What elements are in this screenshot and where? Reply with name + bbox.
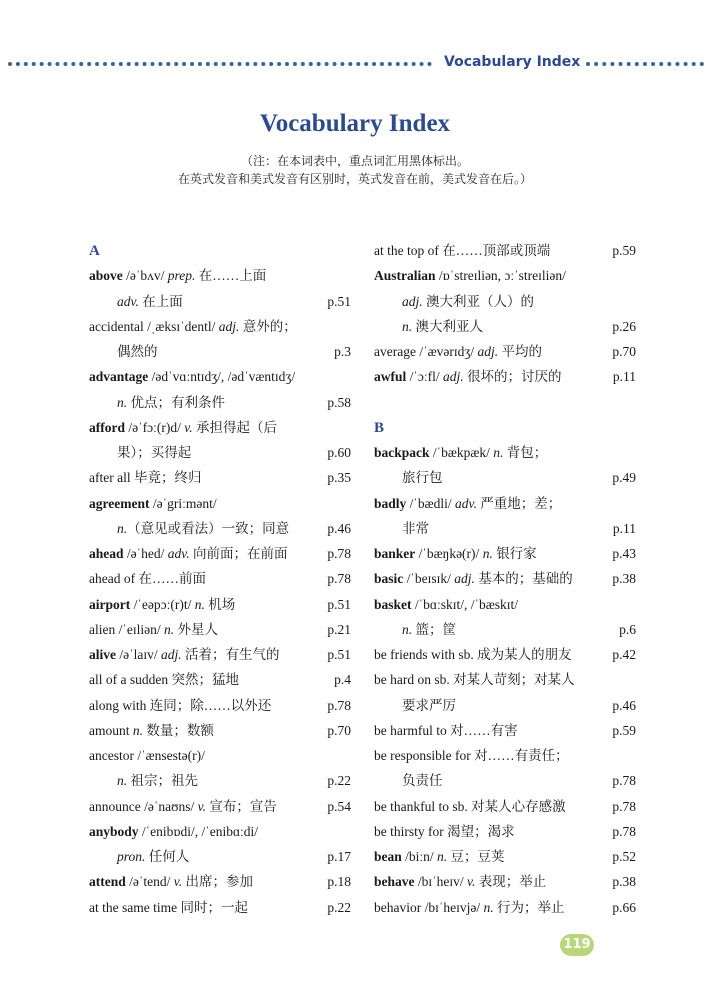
index-entry <box>89 541 351 566</box>
index-column-right <box>374 238 636 920</box>
index-entry <box>89 364 351 389</box>
page-number-badge: 119 <box>560 934 594 956</box>
entry-body: accidental /ˌæksɪˈdentl/ <box>89 318 219 334</box>
part-of-speech: n. <box>483 899 494 915</box>
definition: 果）；买得起 <box>117 445 192 460</box>
index-entry <box>374 794 636 819</box>
index-section-heading <box>374 415 636 440</box>
index-column-left <box>89 238 351 920</box>
definition: 篮；筐 <box>412 621 456 637</box>
entry-text <box>374 844 505 869</box>
part-of-speech: adj. <box>402 293 423 309</box>
headword: bean <box>374 849 402 864</box>
entry-body: alien /ˈeɪliən/ <box>89 621 164 637</box>
entry-text <box>89 541 288 566</box>
definition: 祖宗；祖先 <box>127 773 198 789</box>
page-reference: p.70 <box>327 722 351 738</box>
index-entry <box>89 693 351 718</box>
part-of-speech: adj. <box>443 369 464 385</box>
part-of-speech: n. <box>437 849 448 864</box>
page-reference: p.4 <box>334 672 351 688</box>
entry-text <box>89 465 201 490</box>
entry-text <box>374 642 572 667</box>
entry-text <box>89 516 289 541</box>
page-reference: p.35 <box>327 470 351 486</box>
index-entry <box>89 617 351 642</box>
page-reference: p.42 <box>612 647 636 662</box>
part-of-speech: n. <box>493 445 504 460</box>
entry-body: /ˈbæŋkə(r)/ <box>415 546 483 561</box>
entry-body: /ˈeəpɔː(r)t/ <box>130 596 195 612</box>
entry-text <box>374 768 443 793</box>
headword: attend <box>89 874 126 890</box>
index-entry-continuation <box>374 516 636 541</box>
headword: above <box>89 268 123 284</box>
entry-body: after all 毕竟；终归 <box>89 470 202 486</box>
part-of-speech: v. <box>197 798 206 814</box>
entry-text <box>89 566 206 591</box>
headword: agreement <box>89 495 150 511</box>
index-entry <box>89 794 351 819</box>
headword: airport <box>89 596 131 612</box>
index-entry <box>89 314 351 339</box>
header-dotted-rule-right <box>586 62 704 66</box>
index-section-heading <box>89 238 351 263</box>
index-entry-continuation <box>89 339 351 364</box>
definition: 偶然的 <box>117 344 158 359</box>
headword: badly <box>374 495 407 511</box>
index-entry <box>374 592 636 617</box>
entry-body: /bɪˈheɪv/ <box>414 874 467 890</box>
index-entry <box>374 339 636 364</box>
entry-body: all of a sudden 突然；猛地 <box>89 672 239 688</box>
entry-text <box>89 617 218 642</box>
entry-body: ahead of 在……前面 <box>89 571 206 587</box>
entry-text <box>89 390 225 415</box>
definition: 活着；有生气的 <box>181 647 280 662</box>
entry-text <box>374 667 575 692</box>
definition: 机场 <box>204 596 236 612</box>
page-reference: p.60 <box>327 445 351 460</box>
entry-text <box>89 592 235 617</box>
page-reference: p.38 <box>612 571 636 587</box>
headword: alive <box>89 647 116 662</box>
part-of-speech: n. <box>132 722 143 738</box>
entry-text <box>374 743 569 768</box>
definition: 基本的；基础的 <box>474 571 573 587</box>
definition: 行为；举止 <box>493 899 565 915</box>
index-entry <box>89 415 351 440</box>
entry-text <box>374 541 537 566</box>
entry-body: /ˈɔːfl/ <box>406 369 444 385</box>
entry-body: amount <box>89 722 133 738</box>
index-entry <box>89 642 351 667</box>
headword: Australian <box>374 268 436 284</box>
entry-text <box>374 339 542 364</box>
index-entry <box>374 718 636 743</box>
entry-text <box>374 465 443 490</box>
index-entry-continuation <box>374 465 636 490</box>
page-reference: p.18 <box>327 874 351 890</box>
entry-text <box>89 491 217 516</box>
part-of-speech: n. <box>163 621 175 637</box>
definition: （意见或看法）一致；同意 <box>127 520 290 536</box>
part-of-speech: v. <box>467 874 476 890</box>
entry-text <box>89 364 295 389</box>
part-of-speech: adj. <box>218 318 240 334</box>
entry-text <box>89 289 183 314</box>
headword: advantage <box>89 369 149 385</box>
page-reference: p.38 <box>612 874 636 890</box>
index-entry <box>374 743 636 768</box>
note-line-1: （注：在本词表中，重点词汇用黑体标出。 <box>240 154 469 168</box>
entry-text <box>374 364 562 389</box>
page-reference: p.51 <box>327 293 351 309</box>
page-reference: p.43 <box>612 546 636 561</box>
entry-text <box>89 768 198 793</box>
entry-text <box>89 819 258 844</box>
page-reference: p.49 <box>612 470 636 486</box>
page-reference: p.78 <box>327 697 351 713</box>
page-reference: p.52 <box>612 849 636 864</box>
entry-text <box>374 263 566 288</box>
entry-body: /əˈlaɪv/ <box>116 647 161 662</box>
entry-text <box>374 693 456 718</box>
definition: 负责任 <box>402 773 443 789</box>
definition: 很坏的；讨厌的 <box>463 369 562 385</box>
entry-text <box>89 339 158 364</box>
entry-body: behavior /bɪˈheɪvjə/ <box>374 899 484 915</box>
headword: afford <box>89 419 125 435</box>
page-reference: p.6 <box>619 621 636 637</box>
page-reference: p.59 <box>612 243 636 258</box>
part-of-speech: v. <box>184 419 193 435</box>
entry-body: announce /əˈnaʊns/ <box>89 798 198 814</box>
entry-body: /əˈbʌv/ <box>122 268 168 284</box>
entry-text <box>89 844 189 869</box>
definition: 外星人 <box>174 621 218 637</box>
section-letter: B <box>374 419 385 436</box>
page-reference: p.51 <box>327 596 351 612</box>
index-entry-continuation <box>374 693 636 718</box>
entry-body: along with 连同；除……以外还 <box>89 697 272 713</box>
headword: awful <box>374 369 407 385</box>
entry-body: be thirsty for 渴望；渴求 <box>374 823 515 839</box>
index-entry-continuation <box>89 516 351 541</box>
page-reference: p.78 <box>612 773 636 789</box>
index-entry <box>89 491 351 516</box>
page-reference: p.58 <box>327 394 351 410</box>
entry-text <box>89 895 248 920</box>
index-entry <box>374 491 636 516</box>
entry-body: /ɒˈstreɪliən, ɔːˈstreɪliən/ <box>435 268 566 284</box>
headword: basket <box>374 596 412 612</box>
definition: 澳大利亚人 <box>412 318 483 334</box>
index-entry <box>89 566 351 591</box>
part-of-speech: adj. <box>477 344 499 359</box>
definition: 向前面；在前面 <box>189 546 288 561</box>
definition: 银行家 <box>492 546 537 561</box>
headword: anybody <box>89 823 139 839</box>
definition: 要求严厉 <box>402 697 456 713</box>
index-entry-continuation <box>89 390 351 415</box>
entry-text <box>374 491 561 516</box>
definition: 宣布；宣告 <box>206 798 277 814</box>
entry-body: /ˈbækpæk/ <box>429 445 494 460</box>
section-letter: A <box>89 243 100 259</box>
entry-text <box>374 869 546 894</box>
definition: 在上面 <box>138 293 183 309</box>
index-entry <box>374 238 636 263</box>
page-reference: p.22 <box>327 773 351 789</box>
entry-text <box>374 794 566 819</box>
index-entry <box>374 895 636 920</box>
page-reference: p.26 <box>612 318 636 334</box>
index-entry-continuation <box>374 768 636 793</box>
part-of-speech: adv. <box>167 546 190 561</box>
page-reference: p.78 <box>327 571 351 587</box>
index-entry-continuation <box>374 289 636 314</box>
definition: 背包； <box>503 445 548 460</box>
index-entry <box>89 895 351 920</box>
entry-body: /ˈenibɒdi/, /ˈenibɑːdi/ <box>138 823 259 839</box>
definition: 优点；有利条件 <box>127 394 225 410</box>
definition: 意外的； <box>239 318 297 334</box>
entry-body: at the same time 同时；一起 <box>89 899 248 915</box>
headword: basic <box>374 571 404 587</box>
entry-text <box>89 667 239 692</box>
index-entry <box>89 718 351 743</box>
page-reference: p.78 <box>612 798 636 814</box>
entry-body: /biːn/ <box>401 849 438 864</box>
header-dotted-rule-left <box>8 62 432 66</box>
entry-body: /əˈgriːmənt/ <box>149 495 217 511</box>
page-reference: p.22 <box>327 899 351 915</box>
index-entry <box>374 869 636 894</box>
page-reference: p.51 <box>327 647 351 662</box>
entry-body: /ˈbeɪsɪk/ <box>403 571 455 587</box>
index-entry-continuation <box>374 314 636 339</box>
part-of-speech: n. <box>194 596 205 612</box>
running-header: Vocabulary Index <box>444 54 581 70</box>
entry-body: be friends with sb. 成为某人的朋友 <box>374 647 572 662</box>
page-reference: p.11 <box>612 369 636 385</box>
page-reference: p.66 <box>612 899 636 915</box>
part-of-speech: n. <box>402 318 413 334</box>
page-reference: p.59 <box>612 722 636 738</box>
entry-body: be harmful to 对……有害 <box>374 722 518 738</box>
entry-body: average /ˈævərɪdʒ/ <box>374 344 478 359</box>
index-entry <box>374 364 636 389</box>
definition: 出席；参加 <box>182 874 253 890</box>
page-reference: p.46 <box>327 520 351 536</box>
entry-text <box>374 617 456 642</box>
entry-text <box>374 566 573 591</box>
entry-body: /ədˈvɑːntɪdʒ/, /ədˈvæntɪdʒ/ <box>148 369 296 385</box>
entry-text <box>374 819 515 844</box>
part-of-speech: adv. <box>455 495 477 511</box>
entry-text <box>89 743 205 768</box>
page-reference: p.78 <box>327 546 351 561</box>
entry-text <box>89 642 280 667</box>
entry-text <box>374 238 550 263</box>
entry-body: /ˈbɑːskɪt/, /ˈbæskɪt/ <box>411 596 518 612</box>
entry-body: /ˈbædli/ <box>406 495 456 511</box>
index-entry <box>374 819 636 844</box>
entry-text <box>89 314 297 339</box>
entry-text <box>374 592 518 617</box>
entry-text <box>374 895 564 920</box>
entry-text <box>374 718 518 743</box>
definition: 任何人 <box>145 849 190 864</box>
index-entry-continuation <box>374 617 636 642</box>
entry-text <box>374 289 534 314</box>
part-of-speech: adj. <box>454 571 475 587</box>
definition: 承担得起（后 <box>192 419 277 435</box>
entry-text <box>89 794 277 819</box>
part-of-speech: n. <box>482 546 493 561</box>
page-title: Vocabulary Index <box>259 110 451 137</box>
definition: 在……上面 <box>195 268 267 284</box>
entry-text <box>89 415 277 440</box>
entry-body: be thankful to sb. 对某人心存感激 <box>374 798 566 814</box>
definition: 旅行包 <box>402 470 443 486</box>
index-entry <box>89 465 351 490</box>
entry-text <box>89 718 214 743</box>
index-entry <box>374 263 636 288</box>
entry-text <box>89 869 253 894</box>
definition: 澳大利亚（人）的 <box>422 293 535 309</box>
definition: 数量；数额 <box>143 722 214 738</box>
headword: backpack <box>374 445 430 460</box>
index-entry <box>89 819 351 844</box>
definition: 非常 <box>402 520 429 536</box>
index-entry-continuation <box>89 289 351 314</box>
entry-body: be responsible for 对……有责任； <box>374 748 569 763</box>
note-line-2: 在英式发音和美式发音有区别时，英式发音在前，美式发音在后。） <box>177 172 532 186</box>
index-entry-continuation <box>89 844 351 869</box>
index-entry <box>374 566 636 591</box>
entry-text <box>89 263 266 288</box>
part-of-speech: v. <box>173 874 183 890</box>
blank-line <box>374 390 636 415</box>
part-of-speech: n. <box>117 394 128 410</box>
page-reference: p.3 <box>334 344 351 359</box>
headword: banker <box>374 546 416 561</box>
index-entry <box>374 667 636 692</box>
page-reference: p.21 <box>327 621 351 637</box>
index-entry-continuation <box>89 768 351 793</box>
entry-text <box>89 693 271 718</box>
part-of-speech: pron. <box>117 849 146 864</box>
page-reference: p.17 <box>327 849 351 864</box>
entry-body: /əˈfɔː(r)d/ <box>125 419 185 435</box>
part-of-speech: n. <box>117 773 128 789</box>
headword: behave <box>374 874 415 890</box>
entry-text <box>374 516 429 541</box>
definition: 严重地；差； <box>476 495 562 511</box>
part-of-speech: n. <box>117 520 128 536</box>
entry-text <box>374 440 547 465</box>
index-entry <box>89 592 351 617</box>
page-reference: p.46 <box>612 697 636 713</box>
index-entry <box>89 263 351 288</box>
index-entry <box>89 667 351 692</box>
part-of-speech: prep. <box>167 268 196 284</box>
entry-body: ancestor /ˈænsestə(r)/ <box>89 748 205 763</box>
definition: 平均的 <box>498 344 542 359</box>
page-reference: p.11 <box>612 520 636 536</box>
part-of-speech: adv. <box>117 293 139 309</box>
index-entry <box>374 541 636 566</box>
entry-body: /əˈhed/ <box>123 546 168 561</box>
index-entry <box>374 440 636 465</box>
entry-body: /əˈtend/ <box>125 874 174 890</box>
page-reference: p.78 <box>612 823 636 839</box>
definition: 表现；举止 <box>475 874 547 890</box>
headword: ahead <box>89 546 124 561</box>
part-of-speech: adj. <box>160 647 182 662</box>
page-reference: p.54 <box>327 798 351 814</box>
index-entry <box>89 743 351 768</box>
page-reference: p.70 <box>612 344 636 359</box>
definition: 豆；豆荚 <box>447 849 505 864</box>
entry-text <box>89 440 191 465</box>
index-entry <box>374 844 636 869</box>
entry-text <box>374 314 483 339</box>
entry-body: at the top of 在……顶部或顶端 <box>374 243 551 258</box>
part-of-speech: n. <box>402 621 413 637</box>
index-entry <box>374 642 636 667</box>
index-entry-continuation <box>89 440 351 465</box>
entry-body: be hard on sb. 对某人苛刻；对某人 <box>374 672 575 688</box>
index-entry <box>89 869 351 894</box>
